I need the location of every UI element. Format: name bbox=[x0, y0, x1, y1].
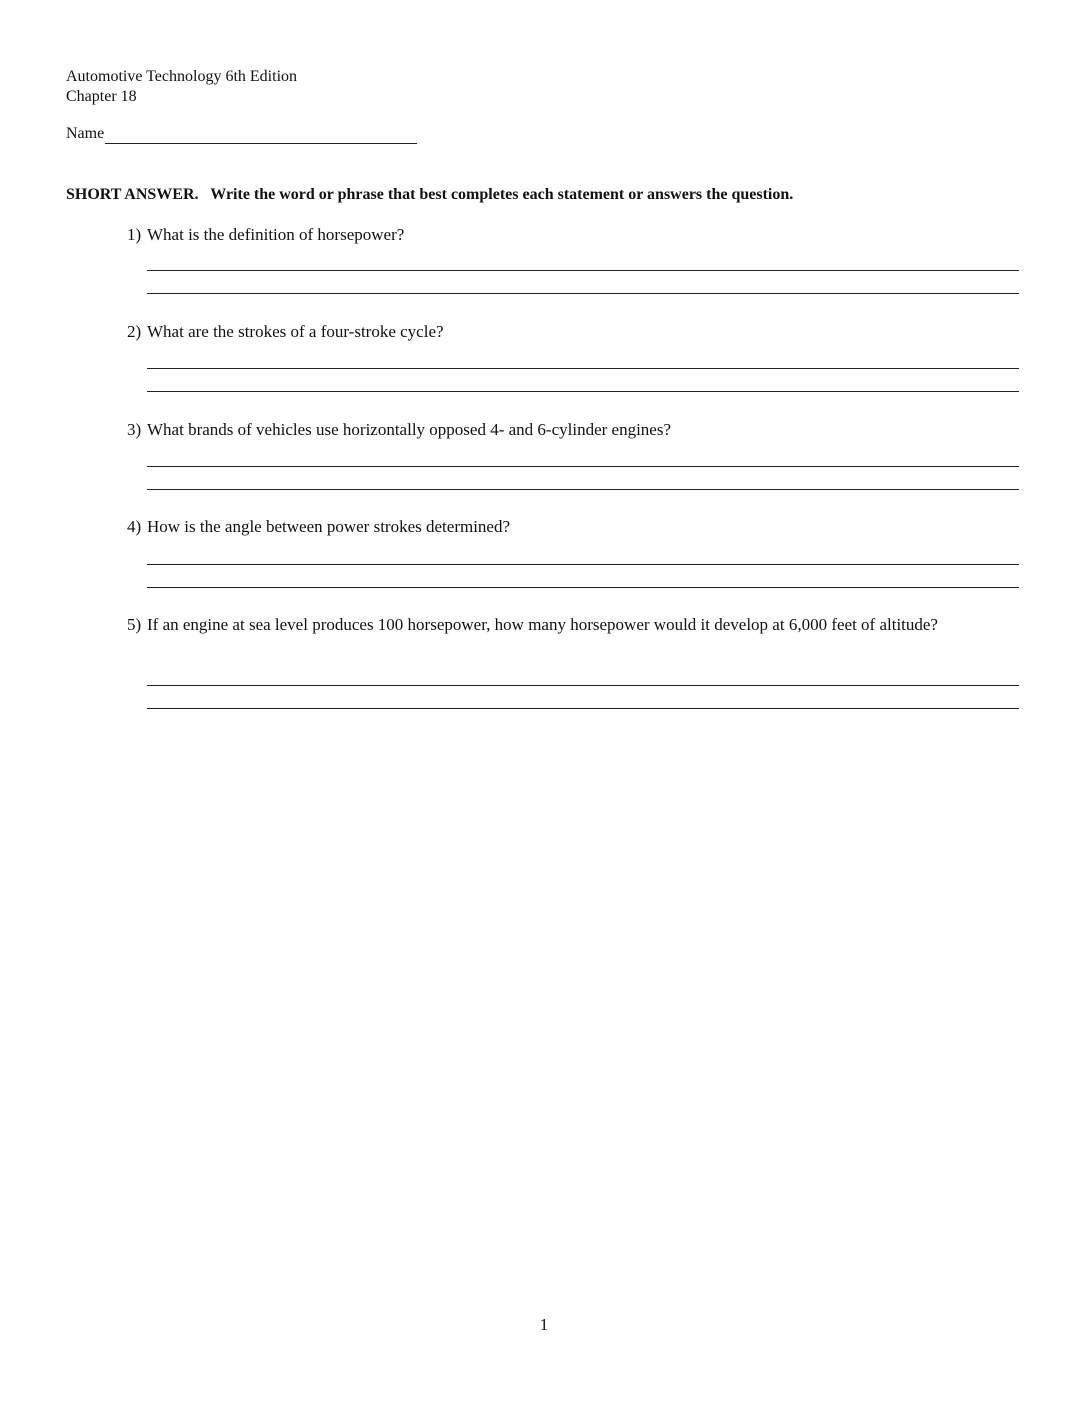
answer-line[interactable] bbox=[147, 489, 1019, 490]
question-3 bbox=[127, 419, 1019, 441]
question-2 bbox=[127, 321, 1019, 343]
question-text: How is the angle between power strokes determined? bbox=[147, 517, 511, 536]
chapter-label: Chapter 18 bbox=[66, 88, 137, 105]
answer-line[interactable] bbox=[147, 587, 1019, 588]
section-instruction-text: Write the word or phrase that best completes each statement or answers the question. bbox=[210, 186, 794, 203]
answer-line[interactable] bbox=[147, 466, 1019, 467]
question-number: 1) bbox=[127, 225, 142, 244]
name-row bbox=[66, 124, 417, 144]
question-number: 3) bbox=[127, 420, 142, 439]
question-text: What is the definition of horsepower? bbox=[147, 225, 405, 244]
section-heading: SHORT ANSWER. bbox=[66, 186, 199, 203]
question-number: 2) bbox=[127, 322, 142, 341]
question-5 bbox=[127, 614, 1019, 636]
question-number: 5) bbox=[127, 615, 142, 634]
answer-line[interactable] bbox=[147, 708, 1019, 709]
book-title: Automotive Technology 6th Edition bbox=[66, 68, 298, 85]
question-number: 4) bbox=[127, 517, 142, 536]
page-number: 1 bbox=[539, 1315, 549, 1334]
answer-line[interactable] bbox=[147, 293, 1019, 294]
question-text: What are the strokes of a four-stroke cycle? bbox=[147, 322, 444, 341]
name-blank-line[interactable] bbox=[105, 125, 417, 144]
answer-line[interactable] bbox=[147, 564, 1019, 565]
answer-line[interactable] bbox=[147, 270, 1019, 271]
question-1 bbox=[127, 224, 1019, 246]
question-text: If an engine at sea level produces 100 horsepower, how many horsepower would it develop at 6,000 feet of altitude? bbox=[147, 615, 938, 634]
section-instructions bbox=[66, 184, 793, 206]
answer-line[interactable] bbox=[147, 391, 1019, 392]
answer-line[interactable] bbox=[147, 368, 1019, 369]
name-label: Name bbox=[66, 125, 105, 142]
answer-line[interactable] bbox=[147, 685, 1019, 686]
question-4 bbox=[127, 516, 1019, 538]
question-text: What brands of vehicles use horizontally opposed 4- and 6-cylinder engines? bbox=[147, 420, 672, 439]
